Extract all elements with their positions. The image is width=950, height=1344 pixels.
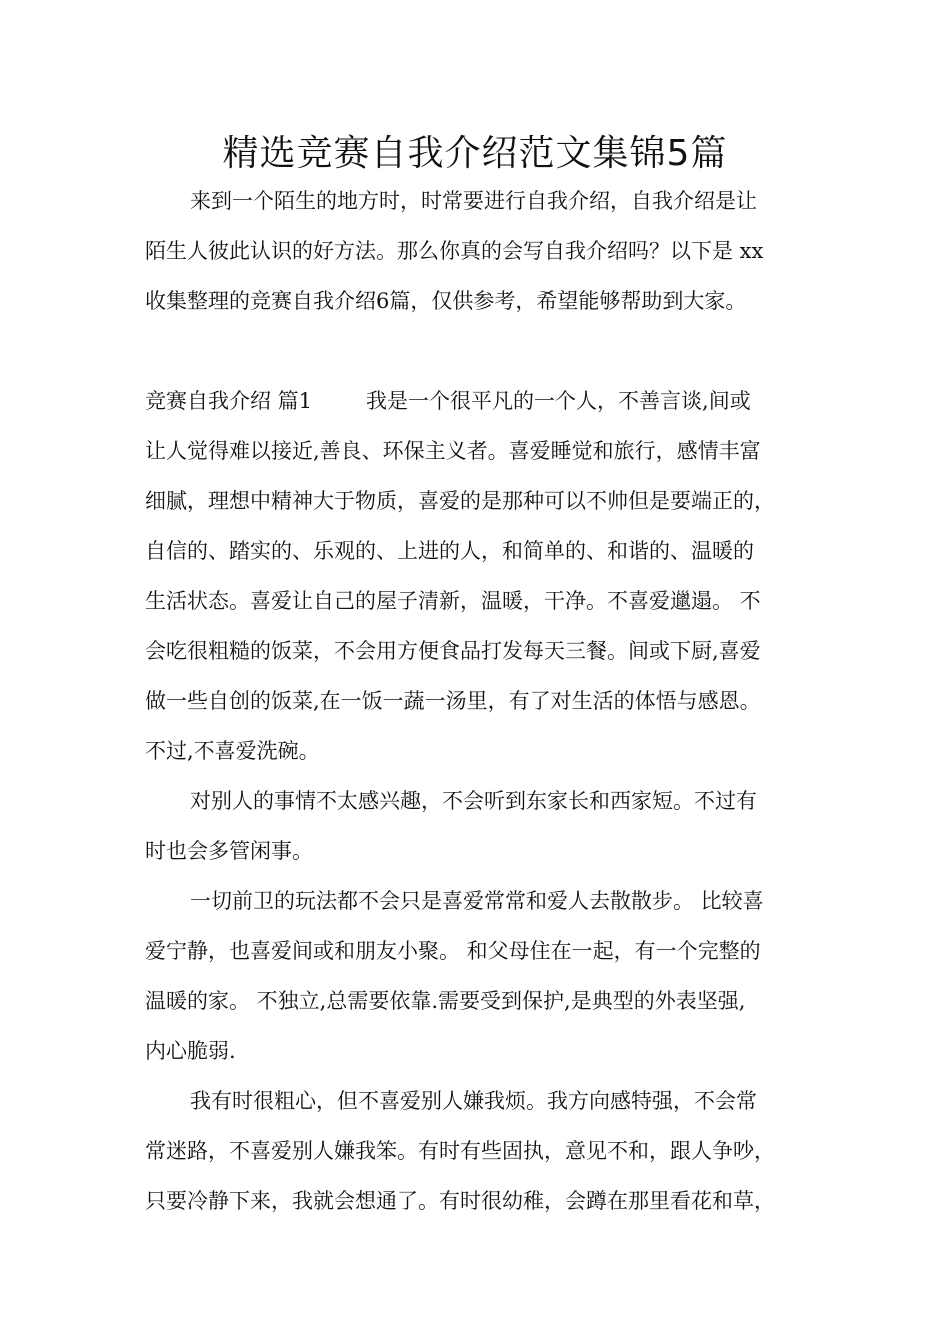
intro-line: 陌生人彼此认识的好方法。那么你真的会写自我介绍吗？以下是 xx bbox=[145, 239, 764, 263]
section-first-line bbox=[145, 386, 751, 416]
body-line: 爱宁静，也喜爱间或和朋友小聚。 和父母住在一起，有一个完整的 bbox=[145, 939, 761, 963]
body-line: 对别人的事情不太感兴趣，不会听到东家长和西家短。不过有 bbox=[190, 789, 757, 813]
body-line: 生活状态。喜爱让自己的屋子清新，温暖，干净。不喜爱邋遢。 不 bbox=[145, 589, 761, 613]
body-line: 细腻，理想中精神大于物质，喜爱的是那种可以不帅但是要端正的， bbox=[145, 489, 775, 513]
body-line: 让人觉得难以接近,善良、环保主义者。喜爱睡觉和旅行，感情丰富 bbox=[145, 439, 761, 463]
body-line: 温暖的家。 不独立,总需要依靠.需要受到保护,是典型的外表坚强, bbox=[145, 989, 746, 1013]
body-line: 时也会多管闲事。 bbox=[145, 839, 313, 863]
body-line: 不过,不喜爱洗碗。 bbox=[145, 739, 320, 763]
intro-line: 来到一个陌生的地方时，时常要进行自我介绍，自我介绍是让 bbox=[190, 189, 757, 213]
body-line: 只要冷静下来，我就会想通了。有时很幼稚，会蹲在那里看花和草， bbox=[145, 1189, 775, 1213]
body-line: 我是一个很平凡的一个人，不善言谈,间或 bbox=[366, 389, 751, 413]
body-line: 会吃很粗糙的饭菜，不会用方便食品打发每天三餐。间或下厨,喜爱 bbox=[145, 639, 761, 663]
body-line: 常迷路，不喜爱别人嫌我笨。有时有些固执，意见不和，跟人争吵， bbox=[145, 1139, 775, 1163]
body-line: 做一些自创的饭菜,在一饭一蔬一汤里，有了对生活的体悟与感恩。 bbox=[145, 689, 761, 713]
body-line: 内心脆弱. bbox=[145, 1039, 236, 1063]
page-title: 精选竞赛自我介绍范文集锦5篇 bbox=[222, 133, 728, 174]
section-heading: 竞赛自我介绍 篇1 bbox=[145, 389, 313, 413]
body-line: 我有时很粗心，但不喜爱别人嫌我烦。我方向感特强，不会常 bbox=[190, 1089, 757, 1113]
body-line: 一切前卫的玩法都不会只是喜爱常常和爱人去散散步。 比较喜 bbox=[190, 889, 764, 913]
intro-line: 收集整理的竞赛自我介绍6篇，仅供参考，希望能够帮助到大家。 bbox=[145, 289, 747, 313]
body-line: 自信的、踏实的、乐观的、上进的人，和简单的、和谐的、温暖的 bbox=[145, 539, 754, 563]
